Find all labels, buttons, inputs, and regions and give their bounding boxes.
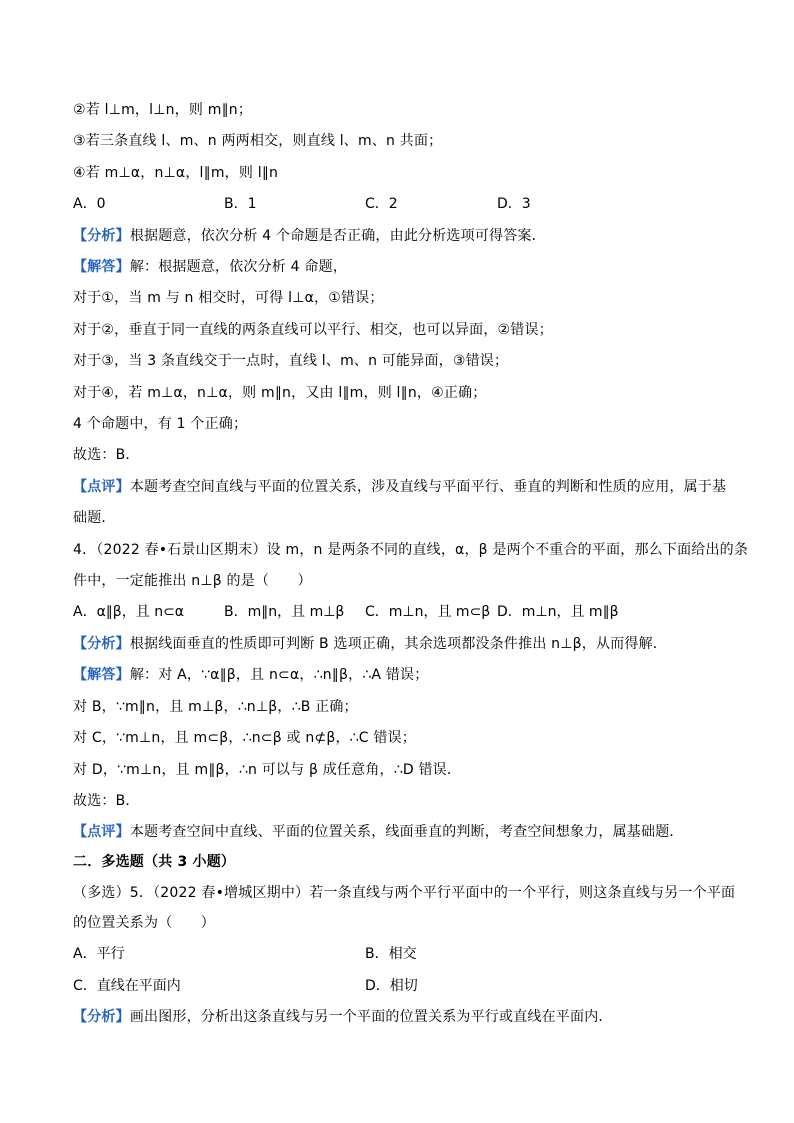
answer-tag: 【解答】 — [73, 259, 130, 275]
q4-analysis — [73, 634, 667, 654]
q3-answer-2: 对于①，当 m 与 n 相交时，可得 l⊥α，①错误； — [73, 290, 384, 306]
q4-answer-1 — [73, 665, 428, 685]
q5-option-d: D．相切 — [365, 978, 418, 994]
comment-tag: 【点评】 — [73, 824, 130, 840]
answer-text: 解：根据题意，依次分析 4 命题， — [129, 259, 348, 275]
q4-comment — [73, 822, 684, 842]
comment-text: 本题考查空间中直线、平面的位置关系，线面垂直的判断，考查空间想象力，属基础题． — [129, 824, 684, 840]
q4-stem-2: 件中，一定能推出 n⊥β 的是（ ） — [73, 573, 312, 589]
q3-answer-7: 故选：B． — [73, 447, 140, 463]
q3-statement-3: ③若三条直线 l、m、n 两两相交，则直线 l、m、n 共面； — [73, 133, 443, 149]
q4-answer-2: 对 B，∵m∥n，且 m⊥β，∴n⊥β，∴B 正确； — [73, 699, 358, 715]
q5-option-b: B．相交 — [365, 946, 417, 962]
section-heading: 二．多选题（共 3 小题） — [73, 854, 236, 870]
q3-option-c: C．2 — [365, 196, 398, 212]
q3-answer-5: 对于④，若 m⊥α，n⊥α，则 m∥n，又由 l∥m，则 l∥n，④正确； — [73, 385, 487, 401]
q5-stem-2: 的位置关系为（ ） — [73, 915, 215, 931]
q3-analysis — [73, 226, 546, 246]
q5-analysis — [73, 1007, 613, 1027]
q3-answer-3: 对于②，垂直于同一直线的两条直线可以平行、相交，也可以异面，②错误； — [73, 322, 553, 338]
q3-statement-2: ②若 l⊥m，l⊥n，则 m∥n； — [73, 102, 253, 118]
q5-option-c: C．直线在平面内 — [73, 978, 181, 994]
analysis-tag: 【分析】 — [73, 636, 130, 652]
q3-option-a: A．0 — [73, 196, 106, 212]
q3-answer-1 — [73, 257, 347, 277]
q4-stem-1: 4．（2022 春•石景山区期末）设 m，n 是两条不同的直线，α，β 是两个不重合的平面，那么下面给出的条 — [73, 542, 749, 558]
q3-answer-6: 4 个命题中，有 1 个正确； — [73, 416, 248, 432]
q4-option-b: B．m∥n，且 m⊥β — [224, 604, 345, 620]
q4-answer-4: 对 D，∵m⊥n，且 m∥β，∴n 可以与 β 成任意角，∴D 错误． — [73, 762, 462, 778]
analysis-text: 根据题意，依次分析 4 个命题是否正确，由此分析选项可得答案． — [129, 228, 546, 244]
q5-stem-1: （多选）5．（2022 春•增城区期中）若一条直线与两个平行平面中的一个平行，则这条直线与另一个平面 — [73, 885, 736, 901]
q3-option-d: D．3 — [497, 196, 531, 212]
q3-comment — [73, 477, 726, 497]
comment-tag: 【点评】 — [73, 479, 130, 495]
q5-option-a: A．平行 — [73, 946, 125, 962]
q4-option-d: D．m⊥n，且 m∥β — [497, 604, 619, 620]
q4-answer-3: 对 C，∵m⊥n，且 m⊂β，∴n⊂β 或 n⊄β，∴C 错误； — [73, 730, 417, 746]
analysis-text: 根据线面垂直的性质即可判断 B 选项正确，其余选项都没条件推出 n⊥β，从而得解． — [129, 636, 667, 652]
answer-tag: 【解答】 — [73, 667, 130, 683]
q3-option-b: B．1 — [224, 196, 257, 212]
q3-comment-cont: 础题． — [73, 510, 116, 526]
answer-text: 解：对 A，∵α∥β，且 n⊂α，∴n∥β，∴A 错误； — [129, 667, 429, 683]
q4-option-c: C．m⊥n，且 m⊂β — [365, 604, 491, 620]
q3-answer-4: 对于③，当 3 条直线交于一点时，直线 l、m、n 可能异面，③错误； — [73, 353, 509, 369]
comment-text: 本题考查空间直线与平面的位置关系，涉及直线与平面平行、垂直的判断和性质的应用，属于基 — [129, 479, 727, 495]
q3-statement-4: ④若 m⊥α，n⊥α，l∥m，则 l∥n — [73, 165, 279, 181]
analysis-tag: 【分析】 — [73, 228, 130, 244]
analysis-tag: 【分析】 — [73, 1009, 130, 1025]
analysis-text: 画出图形，分析出这条直线与另一个平面的位置关系为平行或直线在平面内． — [129, 1009, 613, 1025]
q4-option-a: A．α∥β，且 n⊂α — [73, 604, 185, 620]
q4-answer-5: 故选：B． — [73, 793, 140, 809]
